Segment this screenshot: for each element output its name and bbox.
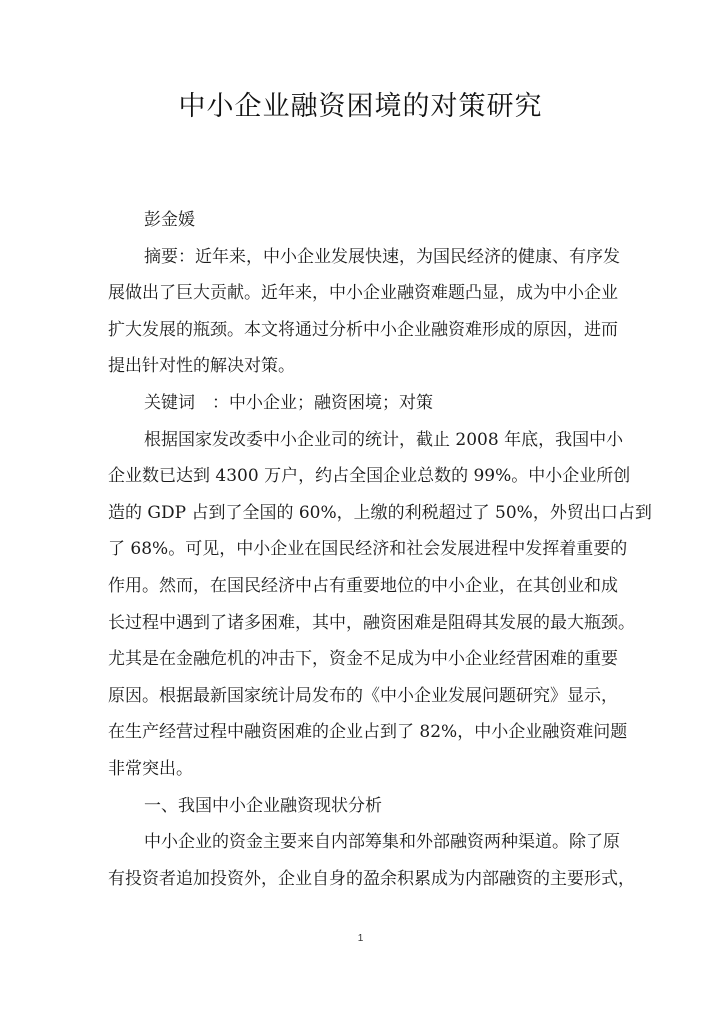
paragraph-line: 根据国家发改委中小企业司的统计，截止 2008 年底，我国中小	[144, 429, 624, 450]
paragraph-line: 作用。然而，在国民经济中占有重要地位的中小企业，在其创业和成	[108, 575, 618, 596]
paragraph-line: 企业数已达到 4300 万户，约占全国企业总数的 99%。中小企业所创	[108, 466, 631, 487]
keywords-line: 关键词 ：中小企业；融资困境；对策	[144, 392, 433, 413]
paragraph-line: 有投资者追加投资外，企业自身的盈余积累成为内部融资的主要形式，	[108, 868, 635, 889]
paragraph-line: 在生产经营过程中融资困难的企业占到了 82%，中小企业融资难问题	[108, 722, 628, 743]
paragraph-line: 非常突出。	[108, 758, 193, 779]
paragraph-line: 了 68%。可见，中小企业在国民经济和社会发展进程中发挥着重要的	[108, 539, 628, 560]
abstract-line: 扩大发展的瓶颈。本文将通过分析中小企业融资难形成的原因，进而	[108, 319, 618, 340]
paragraph-line: 中小企业的资金主要来自内部筹集和外部融资两种渠道。除了原	[144, 832, 620, 853]
page-number: 1	[357, 933, 364, 944]
paragraph-line: 长过程中遇到了诸多困难，其中，融资困难是阻碍其发展的最大瓶颈。	[108, 612, 635, 633]
abstract-line: 摘要：近年来，中小企业发展快速，为国民经济的健康、有序发	[144, 246, 620, 267]
paragraph-line: 造的 GDP 占到了全国的 60%，上缴的利税超过了 50%，外贸出口占到	[108, 502, 652, 523]
paragraph-line: 原因。根据最新国家统计局发布的《中小企业发展问题研究》显示，	[108, 685, 618, 706]
author-line: 彭金媛	[144, 210, 195, 230]
abstract-line: 提出针对性的解决对策。	[108, 356, 295, 377]
section-heading: 一、我国中小企业融资现状分析	[144, 795, 382, 816]
abstract-line: 展做出了巨大贡献。近年来，中小企业融资难题凸显，成为中小企业	[108, 283, 618, 304]
document-title: 中小企业融资困境的对策研究	[178, 91, 543, 122]
document-body	[108, 202, 652, 897]
paragraph-line: 尤其是在金融危机的冲击下，资金不足成为中小企业经营困难的重要	[108, 649, 618, 670]
